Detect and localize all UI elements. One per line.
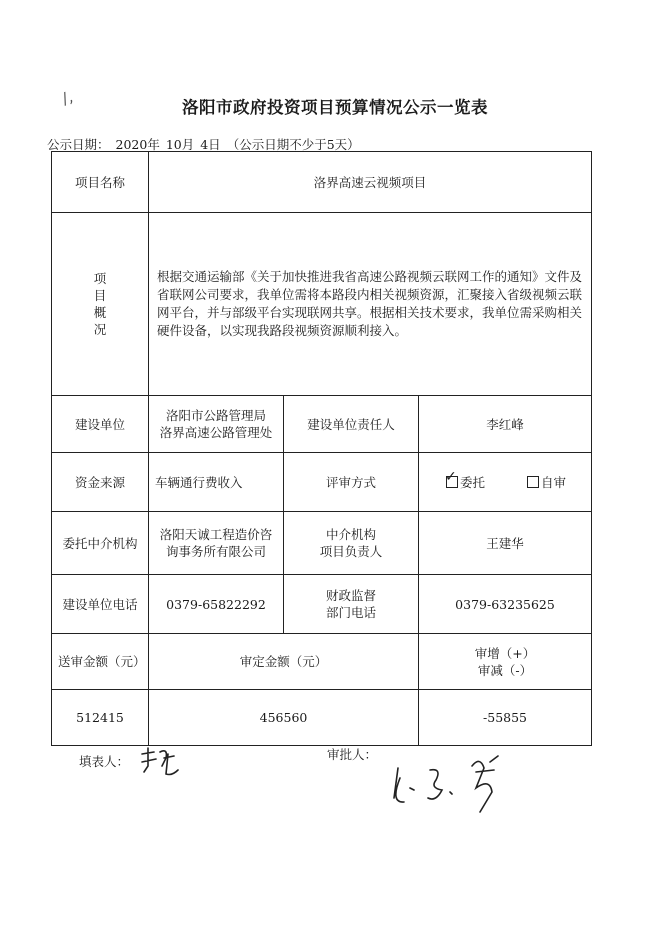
unit-value <box>149 396 284 453</box>
submitted-amount-header: 送审金额（元） <box>52 634 149 690</box>
agency-value-line1: 洛阳天诚工程造价咨 <box>159 527 273 542</box>
project-name-value: 洛界高速云视频项目 <box>149 152 592 213</box>
row-amount-header <box>52 634 592 690</box>
agency-label: 委托中介机构 <box>52 512 149 575</box>
change-header-decrease: 审减（-） <box>477 662 533 678</box>
review-method-options <box>419 453 592 512</box>
row-overview <box>52 213 592 396</box>
change-amount-value: -55855 <box>419 690 592 746</box>
finance-phone-label-line2: 部门电话 <box>325 605 376 620</box>
change-amount-header <box>419 634 592 690</box>
row-funding <box>52 453 592 512</box>
approver-label: 审批人： <box>327 747 378 762</box>
unit-value-line2: 洛界高速公路管理处 <box>159 425 273 440</box>
overview-label <box>52 213 149 396</box>
unit-owner-value: 李红峰 <box>419 396 592 453</box>
self-review-checkbox[interactable] <box>527 476 539 488</box>
row-project-name <box>52 152 592 213</box>
budget-table <box>51 151 592 746</box>
row-amount-values <box>52 690 592 746</box>
unit-owner-label: 建设单位责任人 <box>284 396 419 453</box>
corner-pen-mark: /, <box>59 86 76 109</box>
finance-phone-value: 0379-63235625 <box>419 575 592 634</box>
funding-value: 车辆通行费收入 <box>149 453 284 512</box>
self-review-label: 自审 <box>541 474 567 490</box>
date-month: 10月 <box>165 137 195 152</box>
row-agency <box>52 512 592 575</box>
row-unit <box>52 396 592 453</box>
review-option-entrust[interactable] <box>445 468 486 491</box>
unit-value-line1: 洛阳市公路管理局 <box>165 408 266 423</box>
agency-lead-value: 王建华 <box>419 512 592 575</box>
agency-lead-label <box>284 512 419 575</box>
funding-label: 资金来源 <box>52 453 149 512</box>
entrust-label: 委托 <box>460 474 486 490</box>
approver-signature-icon <box>380 748 510 818</box>
date-year: 2020年 <box>115 137 160 152</box>
entrust-checkbox[interactable] <box>445 468 458 488</box>
finance-phone-label <box>284 575 419 634</box>
overview-label-text: 项目概况 <box>93 271 107 337</box>
phone-label: 建设单位电话 <box>52 575 149 634</box>
agency-value <box>149 512 284 575</box>
date-day: 4日 <box>200 137 221 152</box>
date-label: 公示日期： <box>47 137 110 152</box>
project-name-label: 项目名称 <box>52 152 149 213</box>
filler-signature-icon <box>138 744 198 780</box>
page-title: 洛阳市政府投资项目预算情况公示一览表 <box>182 98 488 117</box>
check-mark-icon: ✓ <box>445 468 457 485</box>
overview-text: 根据交通运输部《关于加快推进我省高速公路视频云联网工作的通知》文件及省联网公司要求，我单位需将本路段内相关视频资源，汇聚接入省级视频云联网平台，并与部级平台实现联网共享。根据相关技术要求，我单位需采购相关硬件设备，以实现我路段视频资源顺利接入。 <box>149 213 592 396</box>
date-note: （公示日期不少于5天） <box>226 137 360 152</box>
row-phone <box>52 575 592 634</box>
agency-lead-label-line2: 项目负责人 <box>319 544 383 559</box>
filler-label: 填表人： <box>79 754 130 769</box>
review-method-label: 评审方式 <box>284 453 419 512</box>
approved-amount-header: 审定金额（元） <box>149 634 419 690</box>
phone-value: 0379-65822292 <box>149 575 284 634</box>
submitted-amount-value: 512415 <box>52 690 149 746</box>
unit-label: 建设单位 <box>52 396 149 453</box>
finance-phone-label-line1: 财政监督 <box>325 588 376 603</box>
approved-amount-value: 456560 <box>149 690 419 746</box>
agency-value-line2: 询事务所有限公司 <box>165 544 266 559</box>
review-option-self[interactable] <box>527 474 566 491</box>
change-header-increase: 审增（+） <box>474 645 536 661</box>
agency-lead-label-line1: 中介机构 <box>325 527 376 542</box>
